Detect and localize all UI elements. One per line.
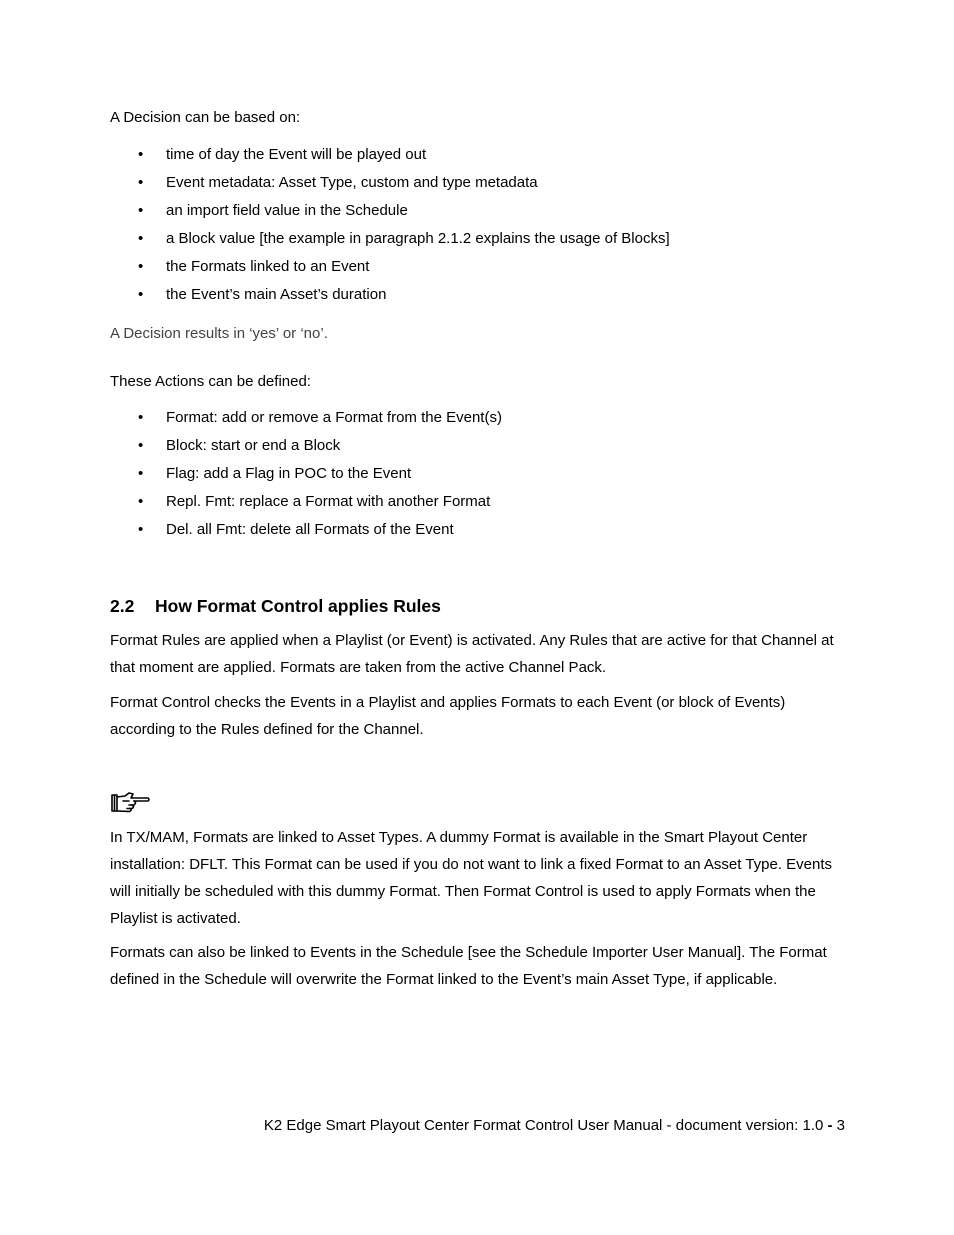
bullet-icon: • — [138, 409, 144, 426]
bullet-icon: • — [138, 437, 144, 454]
bullet-icon: • — [138, 521, 144, 538]
section-title: How Format Control applies Rules — [155, 596, 441, 616]
note-paragraph: In TX/MAM, Formats are linked to Asset Types. A dummy Format is available in the Smart Playout Center installation: DFLT. This Format can be used if you do not want to link a fixed Format to an Asset Type. Events will initially be scheduled with this dummy Format. Then Format Control is used to apply Formats when the Playlist is activated. — [110, 829, 833, 927]
actions-intro: These Actions can be defined: — [110, 373, 311, 390]
bullet-icon: • — [138, 493, 144, 510]
page-number: 3 — [836, 1117, 845, 1134]
list-item: • the Event’s main Asset’s duration — [138, 286, 387, 303]
list-item: • an import field value in the Schedule — [138, 202, 408, 219]
page-footer — [264, 1116, 845, 1136]
decision-intro: A Decision can be based on: — [110, 109, 301, 126]
list-item: • Event metadata: Asset Type, custom and type metadata — [138, 174, 538, 191]
section-paragraph: Format Control checks the Events in a Playlist and applies Formats to each Event (or block of Events) according to the Rules defined for the Channel. — [110, 694, 786, 738]
bullet-icon: • — [138, 465, 144, 482]
actions-list — [110, 408, 502, 548]
section-number: 2.2 — [110, 596, 135, 616]
list-item: • Block: start or end a Block — [138, 437, 341, 454]
bullet-icon: • — [138, 286, 144, 303]
footer-text: K2 Edge Smart Playout Center Format Control User Manual - document version: 1.0 — [263, 1117, 824, 1134]
list-item: • the Formats linked to an Event — [138, 258, 370, 275]
decision-list — [110, 145, 670, 313]
bullet-icon: • — [138, 202, 144, 219]
bullet-icon: • — [138, 230, 144, 247]
bullet-icon: • — [138, 174, 144, 191]
decision-result: A Decision results in ‘yes’ or ‘no’. — [110, 325, 328, 342]
pointing-hand-icon — [110, 788, 152, 816]
list-item: • time of day the Event will be played out — [138, 146, 427, 163]
list-item: • Flag: add a Flag in POC to the Event — [138, 465, 412, 482]
bullet-icon: • — [138, 146, 144, 163]
list-item: • Repl. Fmt: replace a Format with another Format — [138, 493, 491, 510]
section-paragraph: Format Rules are applied when a Playlist (or Event) is activated. Any Rules that are active for that Channel at that moment are applied. Formats are taken from the active Channel Pack. — [110, 632, 834, 676]
list-item: • a Block value [the example in paragraph 2.1.2 explains the usage of Blocks] — [138, 230, 670, 247]
list-item: • Del. all Fmt: delete all Formats of the Event — [138, 521, 454, 538]
list-item: • Format: add or remove a Format from the Event(s) — [138, 409, 502, 426]
bullet-icon: • — [138, 258, 144, 275]
note-paragraph: Formats can also be linked to Events in the Schedule [see the Schedule Importer User Manual]. The Format defined in the Schedule will overwrite the Format linked to the Event’s main Asset Type, if applicable. — [110, 944, 827, 988]
footer-separator: - — [827, 1117, 833, 1134]
section-heading — [110, 594, 441, 618]
